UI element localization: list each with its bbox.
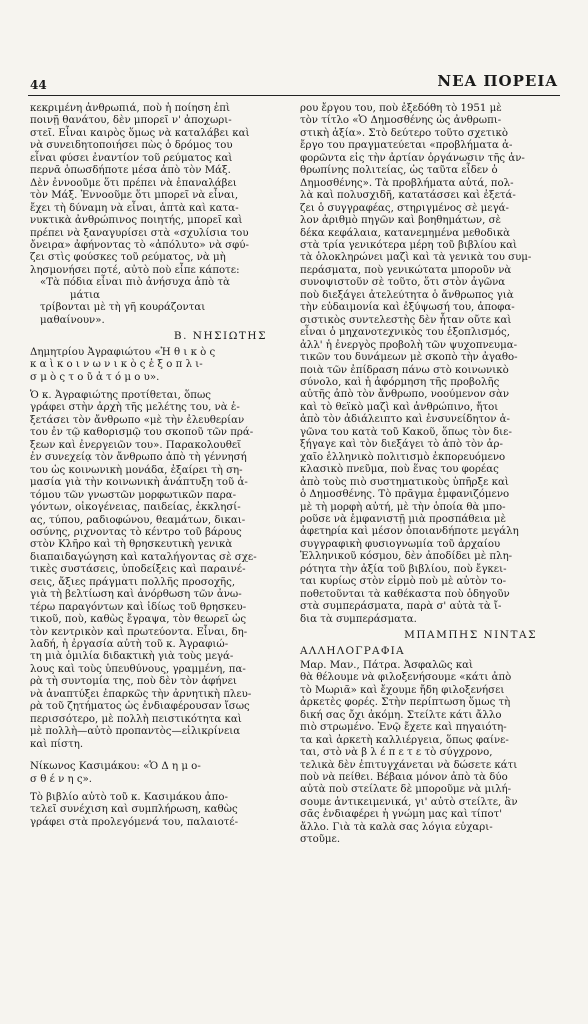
text-line: κ α ὶ κ ο ι ν ω ν ι κ ὸ ς ἐ ξ ο π λ ι- <box>30 359 203 371</box>
text-line: ἀρκετὲς φορές. Στὴν περίπτωση ὅμως τὴ <box>300 697 511 709</box>
text-line: ἀφετηρία καὶ μέσον ὁποιανδήποτε μεγάλη <box>300 526 519 538</box>
text-line: ποθετοῦνται τὰ καθέκαστα ποὺ ὁδηγοῦν <box>300 588 510 600</box>
text-line: του ὡς κοινωνικὴ μονάδα, ἐξαίρει τὴ ση- <box>30 464 243 476</box>
text-line: τόμου τῶν γνωστῶν μορφωτικῶν παρα- <box>30 489 237 501</box>
text-line: ποιὰ τῶν ἐπίδραση πάνω στὸ κοινωνικὸ <box>300 364 509 376</box>
left-column <box>30 103 287 829</box>
text-line: εἶναι ὁ μηχανοτεχνικὸς του ἐξοπλισμός, <box>300 327 510 339</box>
text-line: μαθαίνουν». <box>40 314 105 326</box>
text-line: τὸν κεντρικὸν καὶ πρωτεύοντα. Εἶναι, δη- <box>30 626 248 638</box>
review-title-kasimakou <box>30 761 287 786</box>
text-line: τικῶν του δυνάμεων μὲ σκοπὸ τὴν ἀγαθο- <box>300 352 518 364</box>
text-line: νὰ συνειδητοποιήσει πὼς ὁ δρόμος του <box>30 140 233 152</box>
text-line: μασία γιὰ τὴν κοινωνικὴ ἀνάπτυξη τοῦ ἀ- <box>30 477 248 489</box>
left-paragraph-1 <box>30 103 287 277</box>
text-line: λαδή, ἡ ἐργασία αὐτὴ τοῦ κ. Ἀγραφιώ- <box>30 639 229 651</box>
text-line: τρίβονται μὲ τὴ γῆ κουράζονται <box>40 302 206 314</box>
text-line: στὸν Κλῆρο καὶ τὴ θρησκευτικὴ γενικὰ <box>30 539 233 551</box>
text-line: διαπαιδαγώγηση καὶ καταλήγοντας σὲ σχε- <box>30 551 257 563</box>
right-paragraph-1 <box>300 103 557 626</box>
text-line: ται κυρίως στὸν εἱρμὸ ποὺ μὲ αὐτὸν το- <box>300 576 507 588</box>
text-line: ρότητα τὴν ἀξία τοῦ βιβλίου, ποὺ ἔγκει- <box>300 563 507 575</box>
text-line: μὲ πολλὴ—αὐτὸ προπαντὸς—εἰλικρίνεια <box>30 726 241 738</box>
text-line: καὶ τὸ θεϊκὸ μαζὶ καὶ ἀνθρώπινο, ἤτοι <box>300 401 499 413</box>
text-line: τὰ ὁλοκληρώνει μαζὶ καὶ τὰ γενικὰ του συμ- <box>300 252 532 264</box>
text-line: πρέπει νὰ ξαναγυρίσει στὰ «σχυλίσια του <box>30 227 249 239</box>
text-line: τα καὶ ἀρκετὴ καλλιέργεια, ὅπως φαίνε- <box>300 734 509 746</box>
signature-nintas: ΜΠΑΜΠΗΣ ΝΙΝΤΑΣ <box>404 629 537 642</box>
text-line: ἔργο του πραγματεύεται «προβλήματα ἀ- <box>300 140 513 152</box>
text-line: στικὴ ἀξία». Στὸ δεύτερο τοῦτο σχετικὸ <box>300 127 508 139</box>
text-line: Ἑλληνικοῦ κόσμου, δὲν ἀποδίδει μὲ πλη- <box>300 551 513 563</box>
text-line: οσύνης, ριχνοντας τὸ κέντρο τοῦ βάρους <box>30 526 242 538</box>
text-line: μάτια <box>70 289 101 301</box>
text-line: «Τὰ πόδια εἶναι πιὸ ἀνήσυχα ἀπὸ τὰ <box>40 277 230 289</box>
text-line: τικοῦ, ποὺ, καθὼς ἔγραψα, τὸν θεωρεῖ ὡς <box>30 614 247 626</box>
text-line: τελικὰ δὲν ἐπιτυγχάνεται νὰ δώσετε κάτι <box>300 759 518 771</box>
text-line: ξήγαγε καὶ τὸν διεξάγει τὸ ἀπὸ τὸν ἀρ- <box>300 439 503 451</box>
text-line: τὸ Μωριᾶ» καὶ ἔχουμε ἤδη φιλοξενήσει <box>300 684 505 696</box>
text-line: χαῖο ἑλληνικὸ πολιτισμὸ ἐκπορευόμενο <box>300 451 506 463</box>
left-paragraph-3 <box>30 792 287 829</box>
text-line: ἀπὸ τὸν ἀδιάλειπτο καὶ ἐνσυνείδητον ἀ- <box>300 414 510 426</box>
text-line: εἶναι φύσει ἐναντίον τοῦ ρεύματος καὶ <box>30 152 233 164</box>
text-line: ποινῇ θανάτου, δὲν μπορεῖ ν' ἀποχωρι- <box>30 115 232 127</box>
text-line: ξεων καὶ ἐνεργειῶν του». Παρακολουθεῖ <box>30 439 242 451</box>
text-line: λον ἀριθμὸ πηγῶν καὶ βοηθημάτων, σὲ <box>300 215 502 227</box>
text-line: ἀλλ' ἡ ἐνεργὸς προβολὴ τῶν ψυχοπνευμα- <box>300 339 518 351</box>
running-head: ΝΕΑ ΠΟΡΕΙΑ <box>437 72 558 90</box>
text-line: Ὁ κ. Ἀγραφιώτης προτίθεται, ὅπως <box>30 389 211 401</box>
text-line: ας, τύπου, ραδιοφώνου, θεαμάτων, δικαι- <box>30 514 246 526</box>
page-number: 44 <box>30 78 47 92</box>
text-line: γόντων, οἰκογένειας, παιδείας, ἐκκλησί- <box>30 502 241 514</box>
header-rule <box>28 95 560 96</box>
text-line: φορῶντα εἰς τὴν ἀρτίαν ὀργάνωσιν τῆς ἀν- <box>300 152 525 164</box>
text-line: ποὺ διεξάγει ἀτελεύτητα ὁ ἄνθρωπος γιὰ <box>300 289 514 301</box>
text-line: κλασικὸ πνεῦμα, ποὺ ἕνας του φορέας <box>300 464 499 476</box>
text-line: ρὰ τοῦ ζητήματος ὡς ἐνδιαφέρουσαν ἴσως <box>30 701 250 713</box>
text-line: περισσότερο, μὲ πολλὴ πειστικότητα καὶ <box>30 713 242 725</box>
text-line: τέρω παραγόντων καὶ ἰδίως τοῦ θρησκευ- <box>30 601 247 613</box>
text-line: σᾶς ἐνδιαφέρει ἡ γνώμη μας καὶ τίποτ' <box>300 809 503 821</box>
text-line: Μαρ. Μαν., Πάτρα. Ἀσφαλῶς καὶ <box>300 659 474 671</box>
text-line: του ἐν τῷ καθορισμῷ του σκοποῦ τῶν πρά- <box>30 427 254 439</box>
text-line: ἐν συνεχείᾳ τὸν ἄνθρωπο ἀπὸ τὴ γέννησή <box>30 452 247 464</box>
text-line: ἔχει τὴ δύναμη νὰ εἶναι, ἁπτὰ καὶ κατα- <box>30 202 239 214</box>
text-line: συνοψιστοῦν σὲ τοῦτο, ὅτι στὸν ἀγῶνα <box>300 277 506 289</box>
text-line: συγγραφικὴ φυσιογνωμία τοῦ ἀρχαίου <box>300 538 501 550</box>
text-line: τὸν Μάξ. Ἐννοοῦμε ὅτι μπορεῖ νὰ εἶναι, <box>30 190 239 202</box>
text-line: δια τὰ συμπεράσματα. <box>300 613 417 625</box>
text-line: σουμε ἀντικειμενικά, γι' αὐτὸ στείλτε, ἂν <box>300 796 518 808</box>
text-line: περάσματα, ποὺ γενικώτατα μποροῦν νὰ <box>300 264 512 276</box>
text-line: στὰ συμπεράσματα, παρὰ σ' αὐτὰ τὰ ἴ- <box>300 601 502 613</box>
text-line: θὰ θέλουμε νὰ φιλοξενήσουμε «κάτι ἀπὸ <box>300 672 512 684</box>
text-line: γιὰ τὴ βελτίωση καὶ ἀνόρθωση τῶν ἀνω- <box>30 589 242 601</box>
text-line: Τὸ βιβλίο αὐτὸ τοῦ κ. Κασιμάκου ἀπο- <box>30 792 228 804</box>
text-line: σ θ έ ν η ς». <box>30 773 93 785</box>
text-line: πιὸ στρωμένο. Ἐνῷ ἔχετε καὶ πηγαιότη- <box>300 722 507 734</box>
text-line: τὸν τίτλο «Ὁ Δημοσθένης ὡς ἀνθρωπι- <box>300 115 502 127</box>
text-line: περνᾶ ὁπωσδήποτε μέσα ἀπὸ τὸν Μάξ. <box>30 165 231 177</box>
text-line: ὁ Δημοσθένης. Τὸ πρᾶγμα ἐμφανιζόμενο <box>300 489 510 501</box>
text-line: στεῖ. Εἶναι καιρὸς ὅμως νὰ καταλάβει καὶ <box>30 127 250 139</box>
text-line: νὰ ἀναπτύξει ἐπαρκῶς τὴν ἀρνητικὴ πλευ- <box>30 688 252 700</box>
text-line: Δημητρίου Ἀγραφιώτου «Ἠ θ ι κ ὸ ς <box>30 346 216 358</box>
text-line: τὴν εὐδαιμονία καὶ ἐξύψωσή του, ἀποφα- <box>300 302 515 314</box>
text-line: καὶ πίστη. <box>30 738 84 750</box>
text-line: ροῦσε νὰ ἐμφανιστῇ μιὰ προσπάθεια μὲ <box>300 513 507 525</box>
right-column <box>300 103 557 847</box>
text-line: σεις, ἄξιες πράγματι πολλῆς προσοχῆς, <box>30 576 236 588</box>
text-line: ρὰ τὴ συντομία της, ποὺ δὲν τὸν ἀφήνει <box>30 676 237 688</box>
text-line: ἀπὸ τοὺς πιὸ συστηματικοὺς ὑπῆρξε καὶ <box>300 476 509 488</box>
section-heading-correspondence: ΑΛΛΗΛΟΓΡΑΦΙΑ <box>300 645 405 658</box>
text-line: τελεῖ συνέχιση καὶ συμπλήρωση, καθὼς <box>30 804 238 816</box>
text-line: ἄλλο. Γιὰ τὰ καλὰ σας λόγια εὐχαρι- <box>300 821 493 833</box>
text-line: ρου ἔργου του, ποὺ ἐξεδόθη τὸ 1951 μὲ <box>300 103 502 114</box>
text-line: στοῦμε. <box>300 834 341 846</box>
text-line: σύνολο, καὶ ἡ ἀφόρμηση τῆς προβολῆς <box>300 376 500 388</box>
text-line: γράφει στὰ προλεγόμενά του, παλαιοτέ- <box>30 816 239 828</box>
text-line: δέκα κεφάλαια, κατανεμημένα μεθοδικὰ <box>300 227 510 239</box>
text-line: σιστικὸς συντελεστὴς δὲν ἦταν οὔτε καὶ <box>300 314 512 326</box>
text-line: λὰ καὶ πολυσχιδῆ, κατατάσσει καὶ ἐξετά- <box>300 190 516 202</box>
text-line: σ μ ὸ ς τ ο ῦ ἀ τ ό μ ο υ». <box>30 371 160 383</box>
text-line: ποὺ νὰ πείθει. Βέβαια μόνον ἀπὸ τὰ δύο <box>300 772 508 784</box>
text-line: γῶνα του κατὰ τοῦ Κακοῦ, ὅπως τὸν διε- <box>300 426 512 438</box>
text-line: τη μιὰ ὁμιλία διδακτικὴ γιὰ τοὺς μεγά- <box>30 651 234 663</box>
text-line: ται, στὸ νὰ β λ έ π ε τ ε τὸ σύγχρονο, <box>300 747 493 759</box>
signature-nisiotis: Β. ΝΗΣΙΩΤΗΣ <box>173 330 267 343</box>
text-line: νυκτικὰ ἀνθρώπινος ποιητής, μπορεῖ καὶ <box>30 215 243 227</box>
text-line: αὐτὰ ποὺ στείλατε δὲ μποροῦμε νὰ μιλή- <box>300 784 512 796</box>
text-line: λους καὶ τοὺς ὑπευθύνους, γραμμένη, πα- <box>30 663 246 675</box>
text-line: δική σας ὄχι ἀκόμη. Στείλτε κάτι ἄλλο <box>300 709 502 721</box>
poem-quote <box>30 277 287 327</box>
left-paragraph-2 <box>30 390 287 751</box>
text-line: Δημοσθένης». Τὰ προβλήματα αὐτά, πολ- <box>300 177 514 189</box>
text-line: γράφει στὴν ἀρχὴ τῆς μελέτης του, νὰ ἐ- <box>30 402 240 414</box>
text-line: Νίκωνος Κασιμάκου: «Ὁ Δ η μ ο- <box>30 761 201 773</box>
text-line: μὲ τὴ μορφὴ αὐτή, μὲ τὴν ὁποία θὰ μπο- <box>300 501 506 513</box>
text-line: κεκριμένη ἀνθρωπιά, ποὺ ἡ ποίηση ἐπὶ <box>30 103 230 114</box>
text-line: ὄνειρα» ἀφήνοντας τὸ «ἀπόλυτο» νὰ σφύ- <box>30 239 249 251</box>
text-line: στὰ τρία γενικότερα μέρη τοῦ βιβλίου καὶ <box>300 239 517 251</box>
right-paragraph-2 <box>300 660 557 847</box>
text-line: αὐτῆς ἀπὸ τὸν ἄνθρωπο, νοούμενον σὰν <box>300 389 510 401</box>
text-line: ξετάσει τὸν ἄνθρωπο «μὲ τὴν ἐλευθερίαν <box>30 414 245 426</box>
text-line: τικὲς συστάσεις, ὑποδείξεις καὶ παραινέ- <box>30 564 246 576</box>
review-title-agrafiotis <box>30 347 287 384</box>
text-line: ζει ὁ συγγραφέας, στηριγμένος σὲ μεγά- <box>300 202 509 214</box>
text-line: θρωπίνης πολιτείας, ὡς ταῦτα εἶδεν ὁ <box>300 165 498 177</box>
text-line: ζει στὶς φούσκες τοῦ ρεύματος, νὰ μὴ <box>30 252 226 264</box>
text-line: Δὲν ἐννοοῦμε ὅτι πρέπει νὰ ἐπαναλάβει <box>30 177 237 189</box>
text-line: λησμονήσει ποτέ, αὐτὸ ποὺ εἶπε κάποτε: <box>30 264 240 276</box>
